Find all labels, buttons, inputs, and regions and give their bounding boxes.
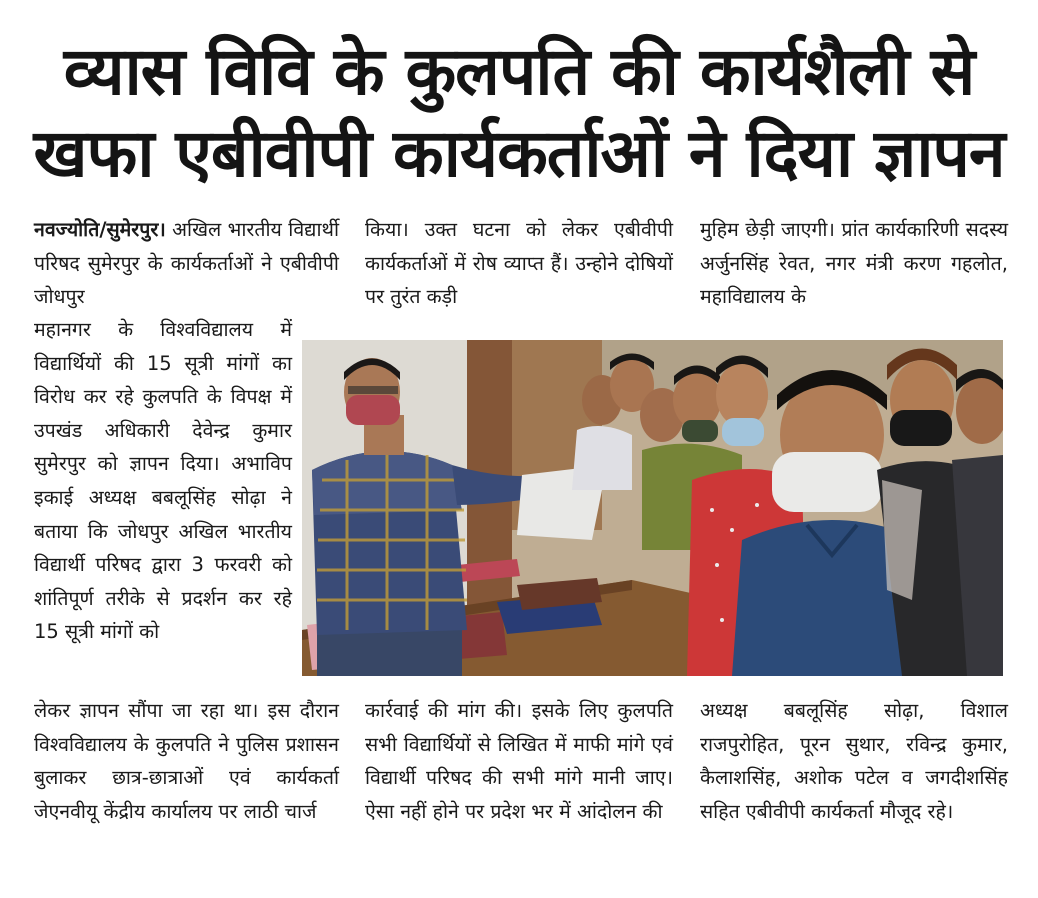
article-column-3-bottom bbox=[700, 694, 1008, 828]
col1-mid-text: महानगर के विश्वविद्यालय में विद्यार्थियों की 15 सूत्री मांगों का विरोध कर रहे कुलपति के विपक्ष में उपखंड अधिकारी देवेन्द्र कुमार सुमेरपुर को ज्ञापन दिया। अभाविप इकाई अध्यक्ष बबलूसिंह सोढ़ा ने बताया कि जोधपुर अखिल भारतीय विद्यार्थी परिषद द्वारा 3 फरवरी को शांतिपूर्ण तरीके से प्रदर्शन कर रहे 15 सूत्री मांगों को bbox=[34, 318, 292, 644]
headline-line-1: व्यास विवि के कुलपति की कार्यशैली से bbox=[63, 33, 975, 110]
col1-top-text: अखिल भारतीय विद्यार्थी परिषद सुमेरपुर के कार्यकर्ताओं ने एबीवीपी जोधपुर bbox=[34, 218, 340, 309]
dateline: नवज्योति/सुमेरपुर। bbox=[34, 218, 166, 241]
article-column-1-top bbox=[34, 213, 339, 314]
news-photo-illustration bbox=[302, 340, 1003, 676]
article-column-1-bottom bbox=[34, 694, 339, 828]
news-photo bbox=[302, 340, 1003, 676]
col2-bot-text: कार्रवाई की मांग की। इसके लिए कुलपति सभी विद्यार्थियों से लिखित में माफी मांगे एवं विद्यार्थी परिषद की सभी मांगे मानी जाए। ऐसा नहीं होने पर प्रदेश भर में आंदोलन की bbox=[365, 699, 673, 823]
headline-line-2: खफा एबीवीपी कार्यकर्ताओं ने दिया ज्ञापन bbox=[33, 115, 1005, 192]
col1-bot-text: लेकर ज्ञापन सौंपा जा रहा था। इस दौरान विश्वविद्यालय के कुलपति ने पुलिस प्रशासन बुलाकर छात्र-छात्राओं एवं कार्यकर्ता जेएनवीयू केंद्रीय कार्यालय पर लाठी चार्ज bbox=[34, 699, 339, 823]
article-column-2-bottom bbox=[365, 694, 673, 828]
col3-top-text: मुहिम छेड़ी जाएगी। प्रांत कार्यकारिणी सदस्य अर्जुनसिंह रेवत, नगर मंत्री करण गहलोत, महाविद्यालय के bbox=[700, 218, 1008, 309]
article-column-2-top bbox=[365, 213, 673, 314]
article-column-3-top bbox=[700, 213, 1008, 314]
col3-bot-text: अध्यक्ष बबलूसिंह सोढ़ा, विशाल राजपुरोहित, पूरन सुथार, रविन्द्र कुमार, कैलाशसिंह, अशोक पटेल व जगदीशसिंह सहित एबीवीपी कार्यकर्ता मौजूद रहे। bbox=[700, 699, 1008, 823]
article-column-1-middle bbox=[34, 313, 292, 649]
col2-top-text: किया। उक्त घटना को लेकर एबीवीपी कार्यकर्ताओं में रोष व्याप्त हैं। उन्होने दोषियों पर तुरंत कड़ी bbox=[365, 218, 673, 309]
